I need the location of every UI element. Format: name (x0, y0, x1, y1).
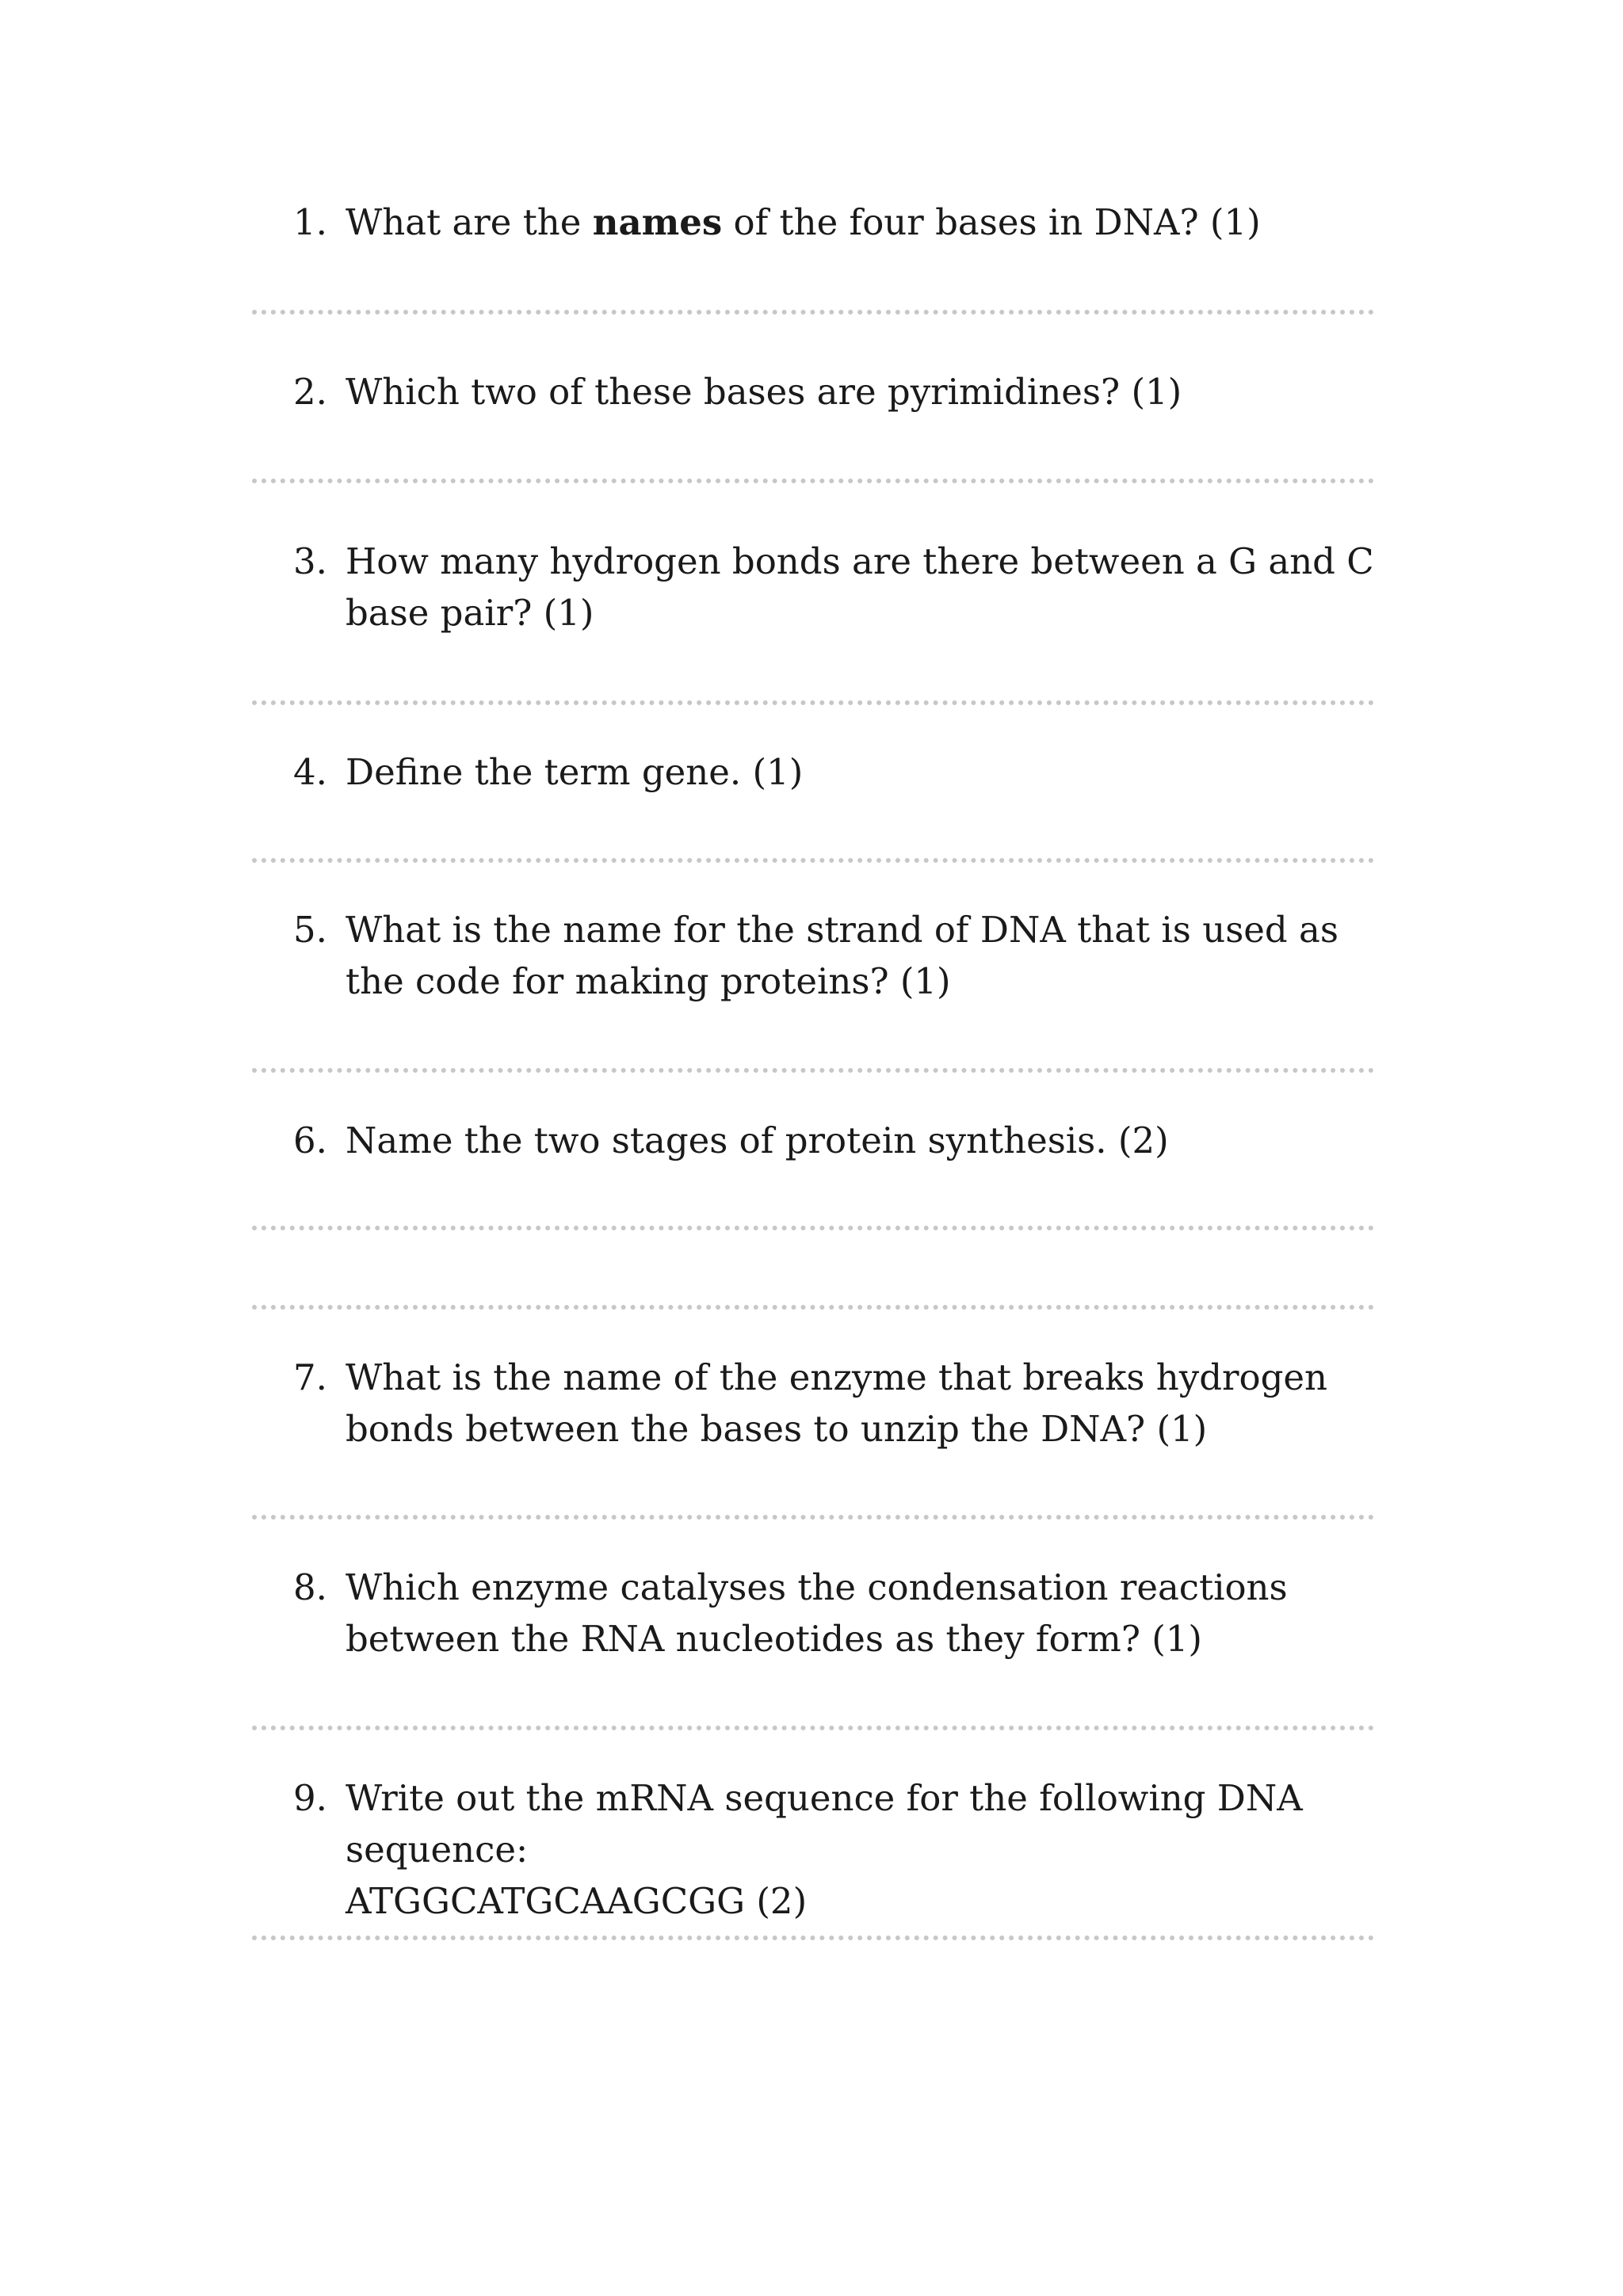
answer-line[interactable] (252, 1936, 1374, 1940)
question-number: 7. (293, 1356, 327, 1398)
question-8 (293, 1562, 1395, 1665)
answer-line[interactable] (252, 700, 1374, 705)
question-number: 1. (293, 201, 327, 243)
question-number: 2. (293, 371, 327, 413)
question-number: 4. (293, 751, 327, 793)
question-number: 3. (293, 540, 327, 582)
question-number: 6. (293, 1119, 327, 1161)
answer-line[interactable] (252, 858, 1374, 863)
question-number: 9. (293, 1777, 327, 1819)
answer-line[interactable] (252, 479, 1374, 483)
question-4 (293, 746, 1395, 798)
answer-line[interactable] (252, 1726, 1374, 1730)
dna-sequence: ATGGCATGCAAGCGG (2) (346, 1880, 808, 1922)
question-3 (293, 536, 1395, 639)
question-text-bold: names (592, 201, 723, 243)
answer-line[interactable] (252, 1305, 1374, 1310)
question-2 (293, 366, 1395, 418)
question-number: 8. (293, 1566, 327, 1608)
question-text: What is the name for the strand of DNA that is used as the code for making proteins? (1) (346, 909, 1338, 1002)
question-text: Which two of these bases are pyrimidines? (1) (346, 371, 1182, 413)
question-text-part: What are the (346, 201, 593, 243)
question-text: What is the name of the enzyme that breaks hydrogen bonds between the bases to unzip the DNA? (1) (346, 1356, 1328, 1450)
question-number: 5. (293, 909, 327, 951)
question-text (346, 196, 1395, 248)
question-text-part: of the four bases in DNA? (1) (722, 201, 1261, 243)
question-text: Which enzyme catalyses the condensation reactions between the RNA nucleotides as they form? (1) (346, 1566, 1288, 1660)
question-text: How many hydrogen bonds are there between a G and C base pair? (1) (346, 540, 1374, 634)
answer-line[interactable] (252, 1068, 1374, 1073)
question-5 (293, 904, 1395, 1007)
question-7 (293, 1352, 1395, 1455)
answer-line[interactable] (252, 1515, 1374, 1520)
question-6 (293, 1115, 1395, 1166)
question-9 (293, 1772, 1395, 1927)
answer-line[interactable] (252, 310, 1374, 315)
question-text: Name the two stages of protein synthesis. (2) (346, 1119, 1169, 1161)
question-text (346, 1772, 1395, 1927)
question-text-line: Write out the mRNA sequence for the following DNA sequence: (346, 1777, 1303, 1871)
answer-line[interactable] (252, 1226, 1374, 1230)
question-text: Define the term gene. (1) (346, 751, 804, 793)
question-1 (293, 196, 1395, 248)
